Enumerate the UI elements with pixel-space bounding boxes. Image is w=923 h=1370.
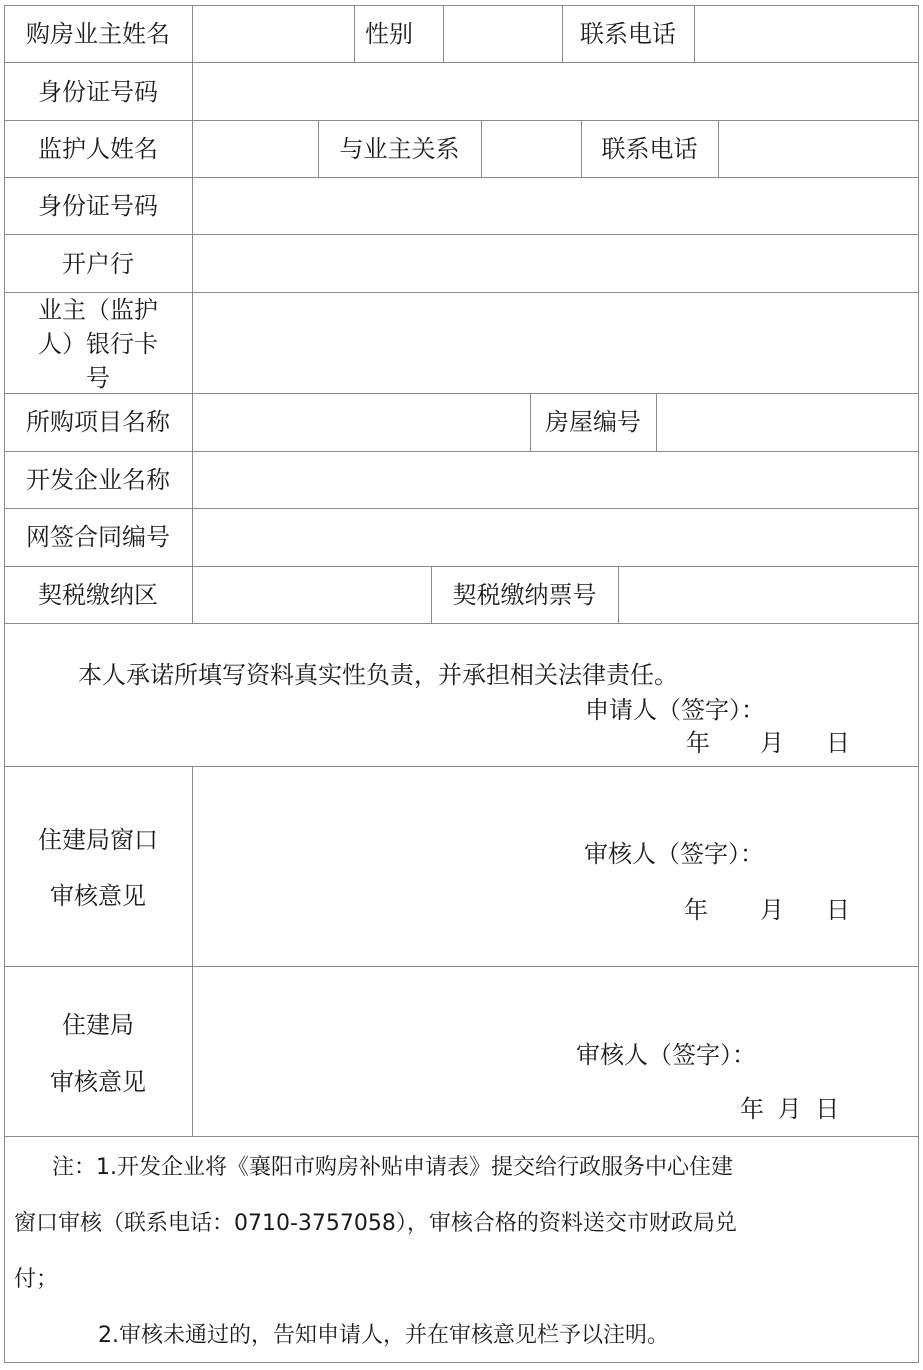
table-border-right <box>918 5 919 1362</box>
tax-area-field[interactable] <box>193 567 431 623</box>
owner-phone-label: 联系电话 <box>580 20 676 48</box>
bureau-review-label: 审核意见 <box>50 1068 146 1096</box>
row-divider <box>4 1362 919 1363</box>
developer-name-label: 开发企业名称 <box>26 466 170 494</box>
gender-label: 性别 <box>365 20 413 48</box>
window-reviewer-signature-label: 审核人（签字）： <box>584 840 764 868</box>
declaration-statement: 本人承诺所填写资料真实性负责，并承担相关法律责任。 <box>78 661 678 689</box>
developer-name-field[interactable] <box>193 452 918 508</box>
project-name-label: 所购项目名称 <box>26 408 170 436</box>
note-line: 窗口审核（联系电话：0710-3757058），审核合格的资料送交市财政局兑 <box>14 1211 737 1236</box>
owner-id-label: 身份证号码 <box>38 78 158 106</box>
applicant-date-day: 日 <box>826 729 850 757</box>
bank-field[interactable] <box>193 235 918 292</box>
window-review-label: 审核意见 <box>50 882 146 910</box>
applicant-date-month: 月 <box>760 729 784 757</box>
owner-id-field[interactable] <box>193 63 918 120</box>
project-name-field[interactable] <box>193 394 530 451</box>
owner-name-label: 购房业主姓名 <box>26 20 170 48</box>
bank-card-label: 业主（监护 <box>38 296 158 324</box>
bank-label: 开户行 <box>62 250 134 278</box>
applicant-date-year: 年 <box>686 729 710 757</box>
row-divider <box>4 1136 919 1137</box>
guardian-phone-field[interactable] <box>719 121 918 177</box>
guardian-id-field[interactable] <box>193 178 918 234</box>
guardian-phone-label: 联系电话 <box>601 135 698 163</box>
note-line: 付； <box>14 1267 59 1292</box>
house-number-label: 房屋编号 <box>545 408 641 436</box>
note-line: 注：1.开发企业将《襄阳市购房补贴申请表》提交给行政服务中心住建 <box>52 1155 733 1180</box>
guardian-name-field[interactable] <box>193 121 318 177</box>
window-review-date-year: 年 <box>684 896 708 924</box>
bank-card-label: 号 <box>86 364 110 392</box>
guardian-id-label: 身份证号码 <box>38 192 158 220</box>
gender-field[interactable] <box>444 6 562 62</box>
tax-ticket-label: 契税缴纳票号 <box>452 581 597 609</box>
relation-label: 与业主关系 <box>339 135 460 163</box>
tax-ticket-field[interactable] <box>619 567 918 623</box>
applicant-signature-label: 申请人（签字）： <box>585 696 765 724</box>
row-divider <box>4 623 919 624</box>
bureau-review-label: 住建局 <box>62 1011 134 1039</box>
window-review-label: 住建局窗口 <box>38 826 158 854</box>
bank-card-field[interactable] <box>193 293 918 393</box>
note-line: 2.审核未通过的，告知申请人，并在审核意见栏予以注明。 <box>98 1323 669 1348</box>
contract-number-field[interactable] <box>193 509 918 566</box>
relation-field[interactable] <box>482 121 581 177</box>
house-number-field[interactable] <box>657 394 918 451</box>
window-review-date-day: 日 <box>826 896 850 924</box>
bureau-reviewer-signature-label: 审核人（签字）： <box>576 1041 756 1069</box>
owner-name-field[interactable] <box>193 6 354 62</box>
window-review-field[interactable] <box>193 767 918 966</box>
contract-number-label: 网签合同编号 <box>26 523 170 551</box>
tax-area-label: 契税缴纳区 <box>38 581 158 609</box>
bureau-review-date: 年 月 日 <box>740 1095 840 1123</box>
window-review-date-month: 月 <box>760 896 784 924</box>
bank-card-label: 人）银行卡 <box>38 330 158 358</box>
owner-phone-field[interactable] <box>695 6 918 62</box>
guardian-name-label: 监护人姓名 <box>38 135 158 163</box>
